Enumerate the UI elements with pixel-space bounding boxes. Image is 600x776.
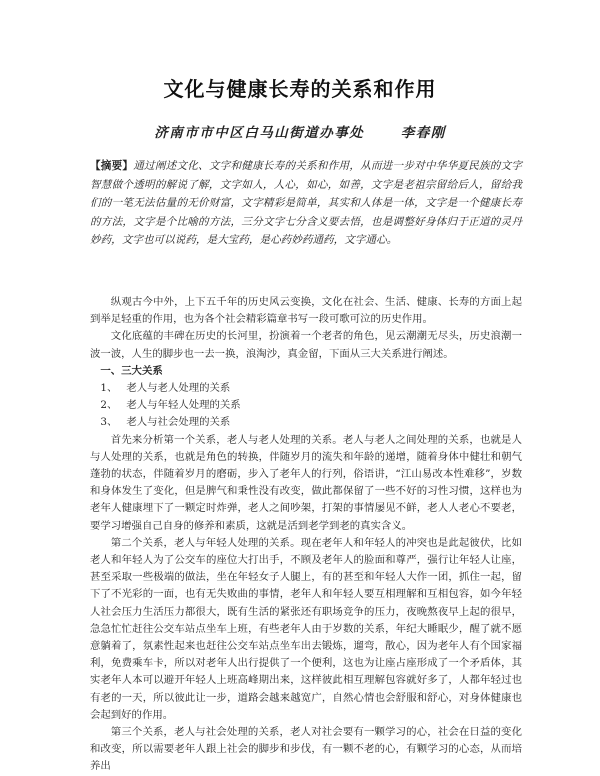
abstract-label: 【摘要】 <box>90 160 134 172</box>
abstract <box>90 157 522 250</box>
body-paragraph-1: 纵观古今中外，上下五千年的历史风云变换，文化在社会、生活、健康、长寿的方面上起到举足轻重的作用，也为各个社会精彩篇章书写一段可歌可泣的历史作用。 <box>90 296 522 326</box>
article-body <box>90 294 522 776</box>
list-item-number: 1、 <box>100 382 118 395</box>
list-item-2 <box>90 397 522 414</box>
byline <box>0 121 600 141</box>
list-item-3 <box>90 414 522 431</box>
list-item-text: 老人与老人处理的关系 <box>126 382 231 395</box>
list-item-number: 2、 <box>100 399 118 412</box>
body-paragraph-5: 第三个关系，老人与社会处理的关系，老人对社会要有一颗学习的心，社会在日益的变化和改变，所以需要老年人跟上社会的脚步和步伐，有一颗不老的心，有颗学习的心态，从而培养出 <box>90 726 522 773</box>
body-paragraph-2: 文化底蕴的丰碑在历史的长河里，扮演着一个老者的角色，见云潮潮无尽头，历史浪潮一波一波，人生的脚步也一去一换，浪淘沙，真金留，下面从三大关系进行阐述。 <box>90 330 522 360</box>
list-item-1 <box>90 380 522 397</box>
author-affiliation: 济南市市中区白马山街道办事处 <box>154 125 365 141</box>
paper-title: 文化与健康长寿的关系和作用 <box>163 77 437 101</box>
list-item-text: 老人与年轻人处理的关系 <box>126 399 241 412</box>
author-name: 李春刚 <box>400 125 446 141</box>
section-heading: 一、三大关系 <box>100 364 163 377</box>
list-item-number: 3、 <box>100 416 118 429</box>
list-item-text: 老人与社会处理的关系 <box>126 416 231 429</box>
body-paragraph-3: 首先来分析第一个关系，老人与老人处理的关系。老人与老人之间处理的关系，也就是人与人处理的关系，也就是角色的转换，伴随岁月的流失和年龄的递增，随着身体中健壮和朝气蓬勃的状态，伴随着岁月的磨砺，步入了老年人的行列，俗语讲，“江山易改本性难移”，岁数和身体发生了变化，但是脾气和秉性没有改变，做此都保留了一些不好的习性习惯，这样也为老年人健康埋下了一颗定时炸弹，老人之间吵架，打架的事情屡见不鲜，老人人老心不要老，要学习增强自己自身的修养和素质，这就是活到老学到老的真实含义。 <box>90 433 522 532</box>
abstract-text: 通过阐述文化、文字和健康长寿的关系和作用，从而进一步对中华华夏民族的文字智慧做个透明的解说了解，文字如人，人心，如心，如善，文字是老祖宗留给后人，留给我们的一笔无法估量的无价财富，文字精彩是简单，其实和人体是一体，文字是一个健康长寿的方法，文字是个比喻的方法，三分文字七分含义要去悟，也是调整好身体归于正道的灵丹妙药，文字也可以说药，是大宝药，是心药妙药通药，文字通心。 <box>90 160 523 246</box>
body-paragraph-4: 第二个关系，老人与年轻人处理的关系。现在老年人和年轻人的冲突也是此起彼伏，比如老人和年轻人为了公交车的座位大打出手，不顾及老年人的脸面和尊严，强行让年轻人让座，甚至采取一些极端的做法，坐在年轻女子人腿上，有的甚至和年轻人大作一团，抓住一起，留下了不光彩的一面，也有无失败曲的事情，老年人和年轻人要互相理解和互相包容，如今年轻人社会压力生活压力都很大，既有生活的紧张还有职场竞争的压力，夜晚熬夜早上起的很早，急急忙忙赶往公交车站点坐车上班，有些老年人由于岁数的关系，年纪大睡眠少，醒了就不愿意躺着了，氛素性起来也赶往公交车站点坐车出去锻炼，遛弯，散心，因为老年人有个国家福利，免费乘车卡，所以对老年人出行提供了一个便利，这也为让座占座形成了一个矛盾体，其实老年人本可以避开年轻人上班高峰期出来，这样彼此相互理解包容就好多了，人都年轻过也有老的一天，所以彼此让一步，道路会越来越宽广，自然心情也会舒服和舒心，对身体健康也会起到好的作用。 <box>90 536 522 721</box>
